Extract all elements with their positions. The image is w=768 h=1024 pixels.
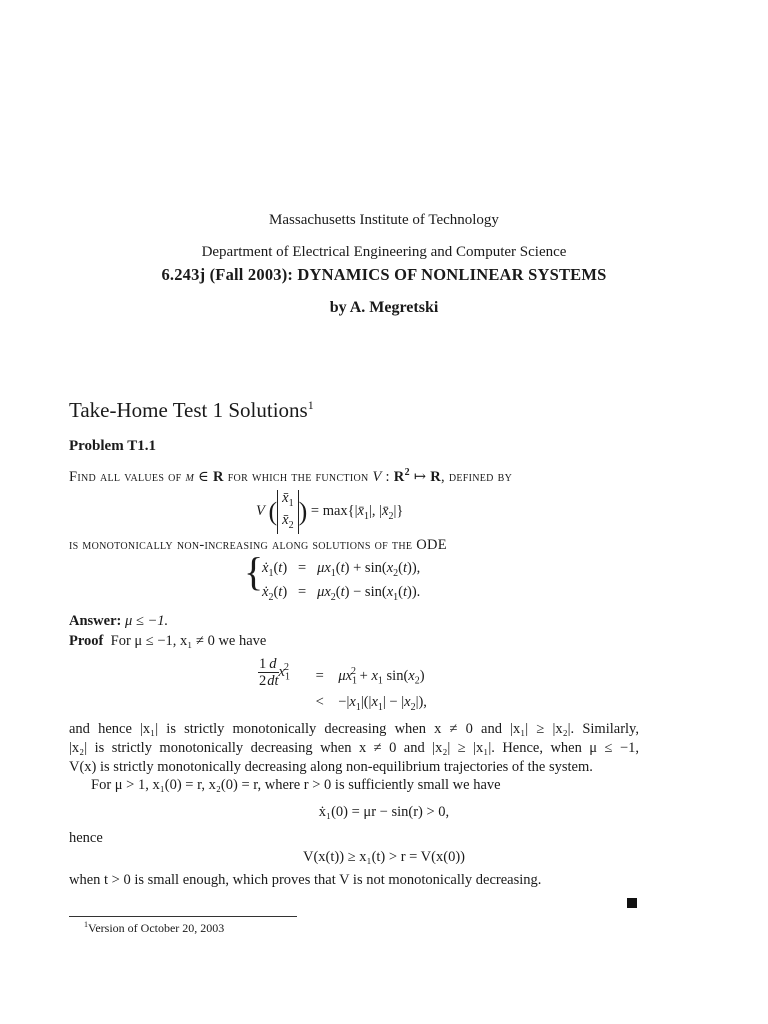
problem-heading: Problem T1.1 bbox=[69, 438, 156, 454]
title-footnote-mark: 1 bbox=[307, 398, 314, 412]
proof-conclusion: when t > 0 is small enough, which proves that V is not monotonically decreasing. bbox=[69, 872, 542, 888]
proof-paragraph-1 bbox=[69, 720, 639, 777]
page-title bbox=[69, 398, 314, 423]
math-mu: μ bbox=[185, 468, 195, 485]
hence-word: hence bbox=[69, 830, 103, 846]
department-name: Department of Electrical Engineering and Computer Science bbox=[201, 244, 567, 260]
course-title: 6.243j (Fall 2003): DYNAMICS OF NONLINEAR SYSTEMS bbox=[161, 265, 607, 284]
proof-intro-text: For μ ≤ −1, x₁ ≠ 0 we have bbox=[110, 633, 267, 649]
footnote-rule bbox=[69, 916, 297, 917]
statement-pre: Find all values of bbox=[69, 468, 182, 485]
qed-square-icon bbox=[627, 898, 637, 908]
proof-intro bbox=[69, 633, 266, 650]
math-reals: R bbox=[212, 468, 224, 485]
author-line: by A. Megretski bbox=[329, 299, 439, 316]
para1-line1: and hence |x₁| is strictly monotonically decreasing when x ≠ 0 and |x₁| ≥ |x₂|. Similarly, bbox=[69, 721, 639, 737]
answer-line bbox=[69, 613, 168, 630]
after-def-text: is monotonically non-increasing along solutions of the bbox=[69, 537, 413, 553]
footnote-text: Version of October 20, 2003 bbox=[88, 921, 225, 935]
state-vector: $x̄_1$ $x̄_2$ bbox=[277, 490, 298, 534]
math-R: R bbox=[430, 468, 441, 485]
proof-paragraph-2: For μ > 1, x₁(0) = r, x₂(0) = r, where r > 0 is sufficiently small we have bbox=[91, 777, 501, 793]
answer-label: Answer: bbox=[69, 613, 122, 629]
proof-label: Proof bbox=[69, 633, 104, 649]
page-title-text: Take-Home Test 1 Solutions bbox=[69, 398, 308, 422]
footnote bbox=[84, 920, 224, 936]
statement-mid: for which the function bbox=[227, 468, 369, 485]
ode-label: ODE bbox=[416, 537, 447, 553]
para1-line3: V(x) is strictly monotonically decreasing along non-equilibrium trajectories of the system. bbox=[69, 759, 593, 775]
institute-name: Massachusetts Institute of Technology bbox=[269, 212, 499, 228]
initial-derivative-equation: ẋ₁(0) = μr − sin(r) > 0, bbox=[318, 804, 450, 820]
answer-value: μ ≤ −1. bbox=[124, 613, 169, 629]
v-inequality-equation: V(x(t)) ≥ x₁(t) > r = V(x(0)) bbox=[303, 849, 465, 865]
problem-statement: Find all values of μ ∈ R for which the function V : $R^2$ ↦ R, defined by bbox=[69, 467, 513, 485]
math-R2: $R^2$ bbox=[393, 467, 410, 485]
footnote-mark: 1 bbox=[84, 920, 88, 929]
para1-line2: |x₂| is strictly monotonically decreasing when x ≠ 0 and |x₂| ≥ |x₁|. Hence, when μ ≤ −1, bbox=[69, 740, 639, 756]
v-definition-equation: V ( $x̄_1$ $x̄_2$ ) = $\max\{|x̄_1|$, $|x̄_2|$} bbox=[256, 490, 403, 532]
math-V: V bbox=[372, 468, 382, 485]
statement-post: , defined by bbox=[440, 468, 513, 485]
